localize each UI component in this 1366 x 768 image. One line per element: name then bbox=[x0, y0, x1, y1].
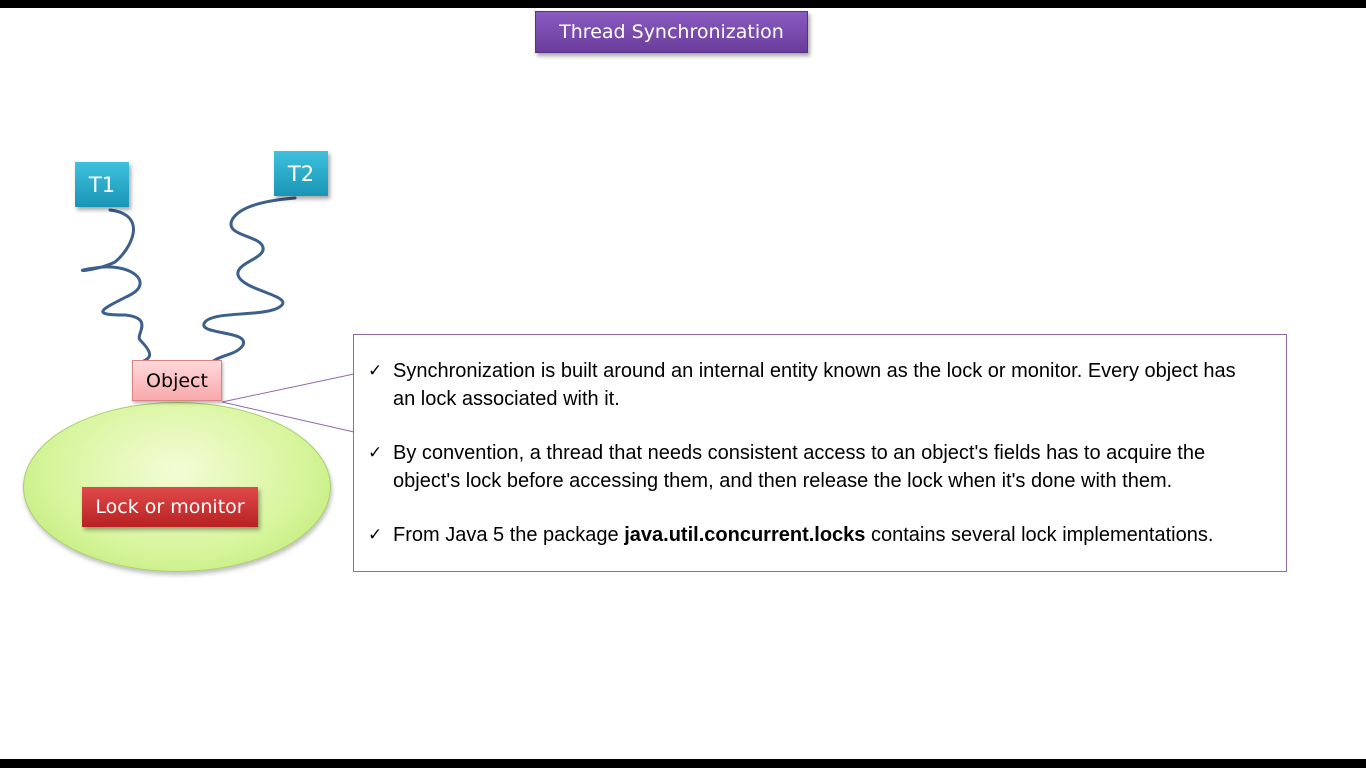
package-name: java.util.concurrent.locks bbox=[624, 524, 866, 546]
thread-t2-box: T2 bbox=[274, 151, 328, 196]
bullet-text: By convention, a thread that needs consistent access to an object's fields has to acquire the object's lock before accessing them, and then release the lock when it's done with them. bbox=[393, 442, 1206, 492]
thread-line-t2 bbox=[204, 198, 295, 362]
check-icon: ✓ bbox=[368, 525, 383, 545]
slide-title: Thread Synchronization bbox=[535, 11, 808, 53]
object-box: Object bbox=[132, 360, 222, 401]
thread-t1-box: T1 bbox=[75, 162, 129, 207]
bullet-text-suffix: contains several lock implementations. bbox=[865, 524, 1214, 546]
bullet-item bbox=[368, 439, 1258, 495]
thread-line-t1 bbox=[82, 210, 149, 362]
lock-or-monitor-label: Lock or monitor bbox=[82, 487, 258, 527]
check-icon: ✓ bbox=[368, 443, 383, 463]
bottom-black-bar bbox=[0, 759, 1366, 768]
bullet-item bbox=[368, 357, 1258, 413]
bullet-item bbox=[368, 521, 1258, 549]
bullet-text-prefix: From Java 5 the package bbox=[393, 524, 625, 546]
check-icon: ✓ bbox=[368, 361, 383, 381]
bullet-text: Synchronization is built around an internal entity known as the lock or monitor. Every object has an lock associated with it. bbox=[393, 360, 1236, 410]
explanation-callout bbox=[353, 334, 1287, 572]
callout-pointer-upper bbox=[222, 374, 354, 402]
bullet-text bbox=[393, 521, 1213, 549]
